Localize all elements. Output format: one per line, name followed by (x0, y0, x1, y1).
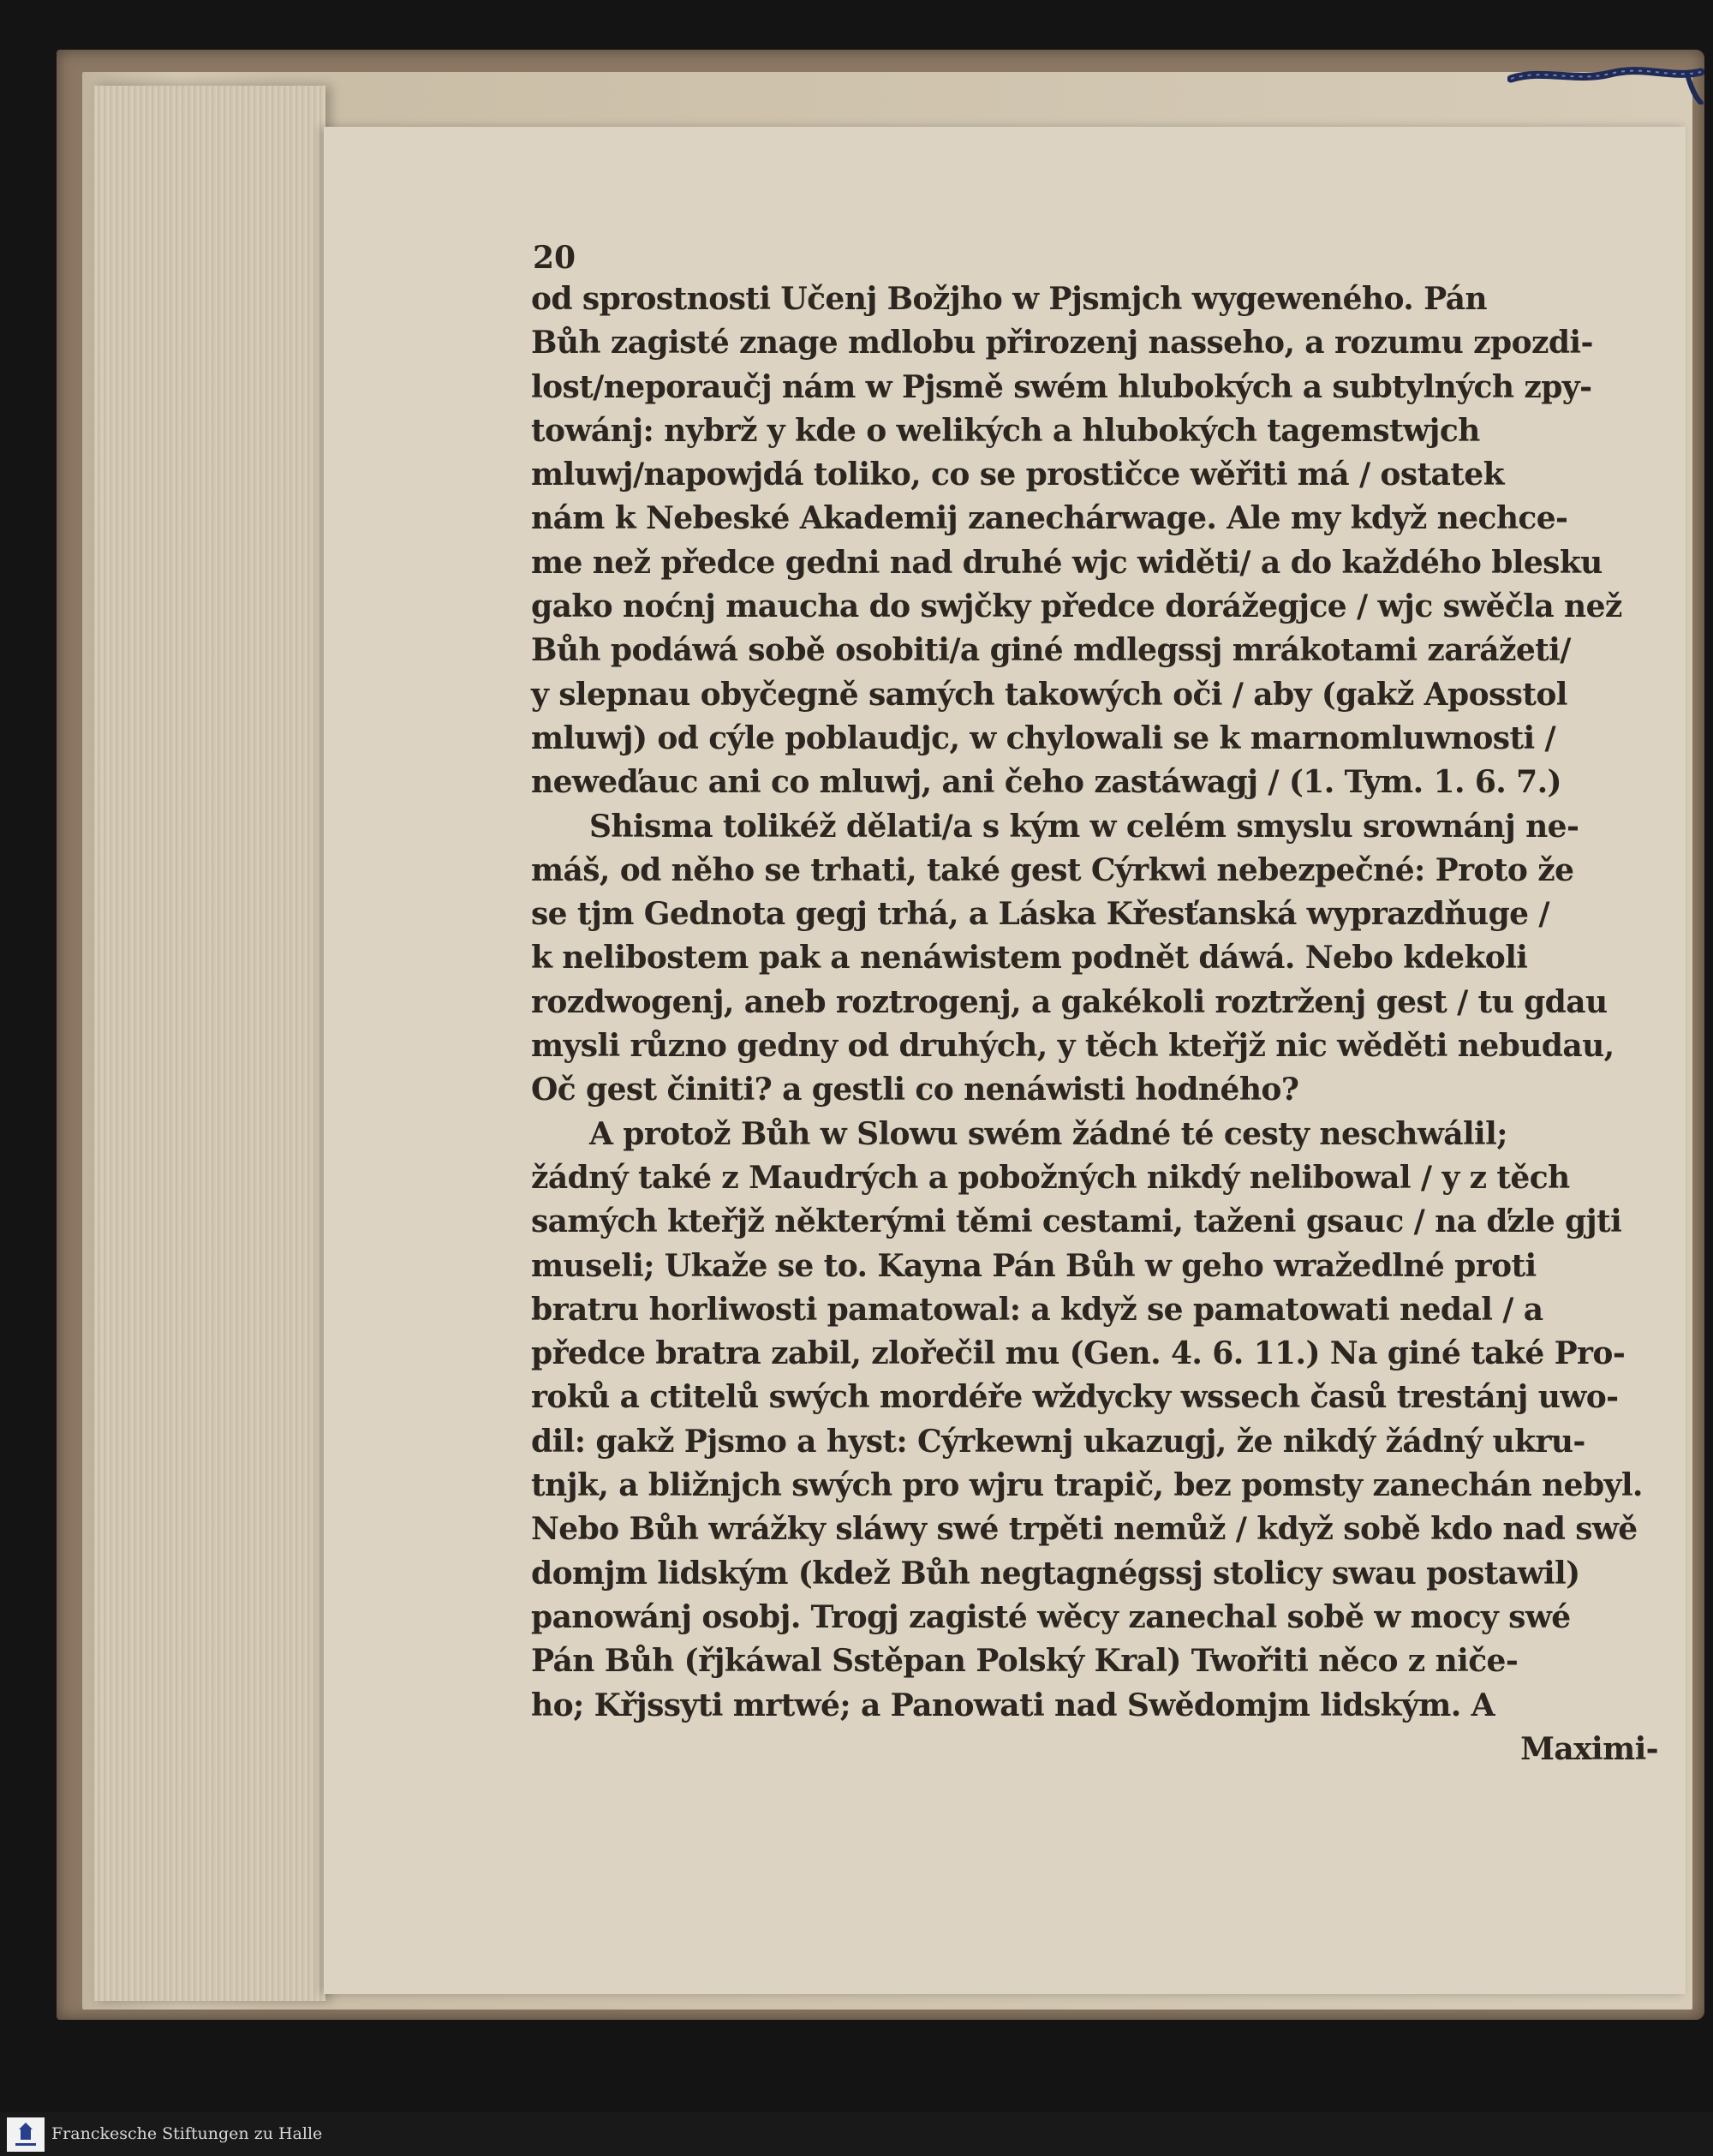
text-line: rozdwogenj, aneb roztrogenj, a gakékoli roztrženj gest / tu gdau (531, 983, 1608, 1020)
text-line: dil: gakž Pjsmo a hyst: Cýrkewnj ukazugj, že nikdý žádný ukru- (531, 1423, 1585, 1460)
text-line: k nelibostem pak a nenáwistem podnět dáwá. Nebo kdekoli (531, 940, 1528, 976)
stacked-page-edges (94, 86, 325, 2001)
text-line: od sprostnosti Učenj Božjho w Pjsmjch wygeweného. Pán (531, 281, 1487, 317)
institution-logo-icon (7, 2117, 45, 2152)
text-line: mluwj) od cýle poblaudjc, w chylowali se k marnomluwnosti / (531, 720, 1556, 756)
text-line: me než předce gedni nad druhé wjc widěti/ a do každého blesku (531, 544, 1603, 581)
text-line: Nebo Bůh wrážky sláwy swé trpěti nemůž / když sobě kdo nad swě (531, 1511, 1638, 1548)
page-text (531, 247, 1670, 1771)
text-line: Oč gest činiti? a gestli co nenáwisti hodného? (531, 1072, 1299, 1108)
text-line: domjm lidským (kdež Bůh negtagnégssj stolicy swau postawil) (531, 1555, 1580, 1592)
text-line: lost/neporaučj nám w Pjsmě swém hlubokých a subtylných zpy- (531, 368, 1592, 405)
text-line: nám k Nebeské Akademij zanechárwage. Ale my když nechce- (531, 500, 1568, 537)
text-line: museli; Ukaže se to. Kayna Pán Bůh w geho wražedlné proti (531, 1247, 1537, 1284)
text-line: Shisma tolikéž dělati/a s kým w celém smyslu srownánj ne- (589, 808, 1579, 845)
text-line: ho; Křjssyti mrtwé; a Panowati nad Swědomjm lidským. A (531, 1687, 1495, 1723)
bookmark-ribbon-icon (1507, 53, 1704, 105)
text-line: towánj: nybrž y kde o welikých a hlubokých tagemstwjch (531, 412, 1480, 449)
catchword: Maximi- (1520, 1730, 1658, 1767)
text-line: mysli různo gedny od druhých, y těch kteřjž nic wěděti nebudau, (531, 1028, 1615, 1065)
text-line: mluwj/napowjdá toliko, co se prostičce wěřiti má / ostatek (531, 457, 1504, 493)
text-line: Bůh zagisté znage mdlobu přirozenj nasseho, a rozumu zpozdi- (531, 325, 1593, 361)
text-line: gako noćnj maucha do swjčky předce dorážegjce / wjc swěčla než (531, 588, 1622, 625)
footer-institution-label: Franckesche Stiftungen zu Halle (51, 2124, 323, 2143)
text-line: Bůh podáwá sobě osobiti/a giné mdlegssj mrákotami zarážeti/ (531, 632, 1571, 669)
page-number: 20 (533, 240, 576, 276)
footer-bar (0, 2112, 1713, 2156)
text-line: máš, od něho se trhati, také gest Cýrkwi nebezpečné: Proto že (531, 851, 1574, 888)
text-line: tnjk, a bližnjch swých pro wjru trapič, bez pomsty zanechán nebyl. (531, 1467, 1643, 1504)
text-line: Pán Bůh (řjkáwal Sstěpan Polský Kral) Twořiti něco z niče- (531, 1643, 1519, 1680)
text-line: žádný také z Maudrých a pobožných nikdý nelibowal / y z těch (531, 1159, 1570, 1196)
text-line: samých kteřjž některými těmi cestami, taženi gsauc / na ďzle gjti (531, 1203, 1622, 1240)
text-line: roků a ctitelů swých mordéře wždycky wssech časů trestánj uwo- (531, 1379, 1619, 1416)
text-line: se tjm Gednota gegj trhá, a Láska Křesťanská wyprazdňuge / (531, 896, 1549, 933)
text-line: předce bratra zabil, zlořečil mu (Gen. 4. 6. 11.) Na giné také Pro- (531, 1335, 1626, 1372)
text-line: neweďauc ani co mluwj, ani čeho zastáwagj / (1. Tym. 1. 6. 7.) (531, 764, 1561, 801)
text-line: A protož Bůh w Slowu swém žádné té cesty neschwálil; (589, 1115, 1507, 1152)
text-line: y slepnau obyčegně samých takowých oči / aby (gakž Aposstol (531, 676, 1567, 713)
text-line: bratru horliwosti pamatowal: a když se pamatowati nedal / a (531, 1291, 1543, 1328)
text-line: panowánj osobj. Trogj zagisté wěcy zanechal sobě w mocy swé (531, 1598, 1571, 1635)
